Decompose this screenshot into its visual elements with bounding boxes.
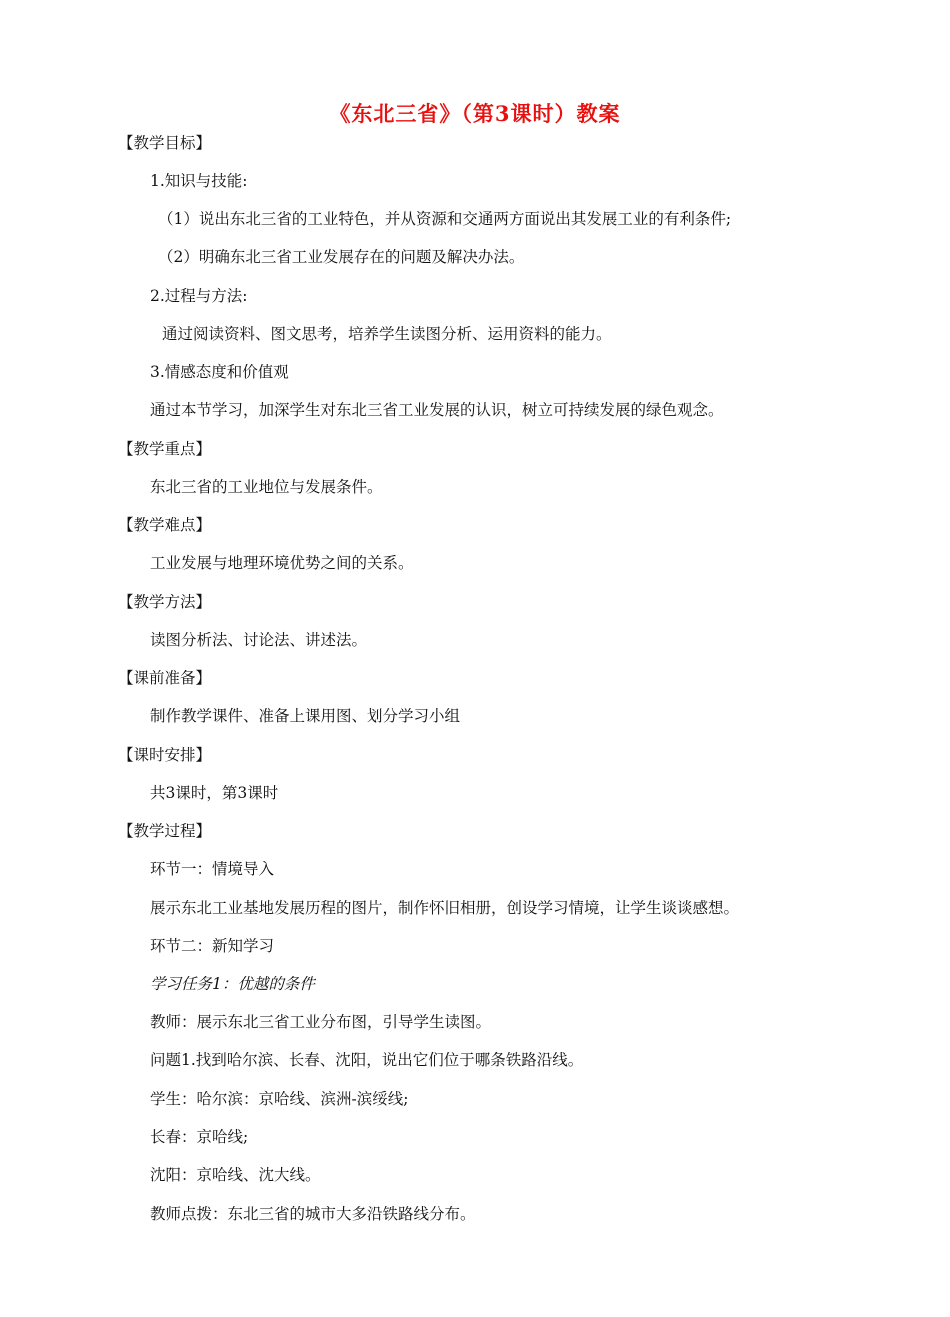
section-heading: 【教学目标】 (118, 134, 212, 152)
paragraph: 通过阅读资料、图文思考，培养学生读图分析、运用资料的能力。 (162, 325, 612, 343)
subheading: 2.过程与方法: (150, 287, 248, 305)
subheading: 1.知识与技能: (150, 172, 248, 190)
section-heading: 【教学方法】 (118, 593, 212, 611)
paragraph: 共3课时，第3课时 (150, 784, 279, 802)
paragraph: 读图分析法、讨论法、讲述法。 (150, 631, 368, 649)
paragraph: 环节二：新知学习 (150, 937, 275, 955)
paragraph: 学生：哈尔滨：京哈线、滨洲-滨绥线; (150, 1090, 409, 1108)
list-item: （1）说出东北三省的工业特色，并从资源和交通两方面说出其发展工业的有利条件; (158, 210, 732, 228)
paragraph: 长春：京哈线; (150, 1128, 249, 1146)
list-item: （2）明确东北三省工业发展存在的问题及解决办法。 (158, 248, 525, 266)
section-heading: 【课时安排】 (118, 746, 212, 764)
section-heading: 【课前准备】 (118, 669, 212, 687)
paragraph: 通过本节学习，加深学生对东北三省工业发展的认识，树立可持续发展的绿色观念。 (150, 401, 724, 419)
paragraph: 制作教学课件、准备上课用图、划分学习小组 (150, 707, 461, 725)
subheading: 3.情感态度和价值观 (150, 363, 289, 381)
paragraph: 东北三省的工业地位与发展条件。 (150, 478, 383, 496)
paragraph: 展示东北工业基地发展历程的图片，制作怀旧相册，创设学习情境，让学生谈谈感想。 (150, 899, 740, 917)
paragraph: 教师：展示东北三省工业分布图，引导学生读图。 (150, 1013, 492, 1031)
section-heading: 【教学难点】 (118, 516, 212, 534)
page-title: 《东北三省》（第3课时）教案 (329, 101, 621, 126)
paragraph: 工业发展与地理环境优势之间的关系。 (150, 554, 414, 572)
paragraph: 环节一：情境导入 (150, 860, 275, 878)
paragraph: 沈阳：京哈线、沈大线。 (150, 1166, 321, 1184)
section-heading: 【教学重点】 (118, 440, 212, 458)
task-heading: 学习任务1：优越的条件 (150, 975, 315, 993)
paragraph: 教师点拨：东北三省的城市大多沿铁路线分布。 (150, 1205, 476, 1223)
paragraph: 问题1.找到哈尔滨、长春、沈阳，说出它们位于哪条铁路沿线。 (150, 1051, 584, 1069)
section-heading: 【教学过程】 (118, 822, 212, 840)
